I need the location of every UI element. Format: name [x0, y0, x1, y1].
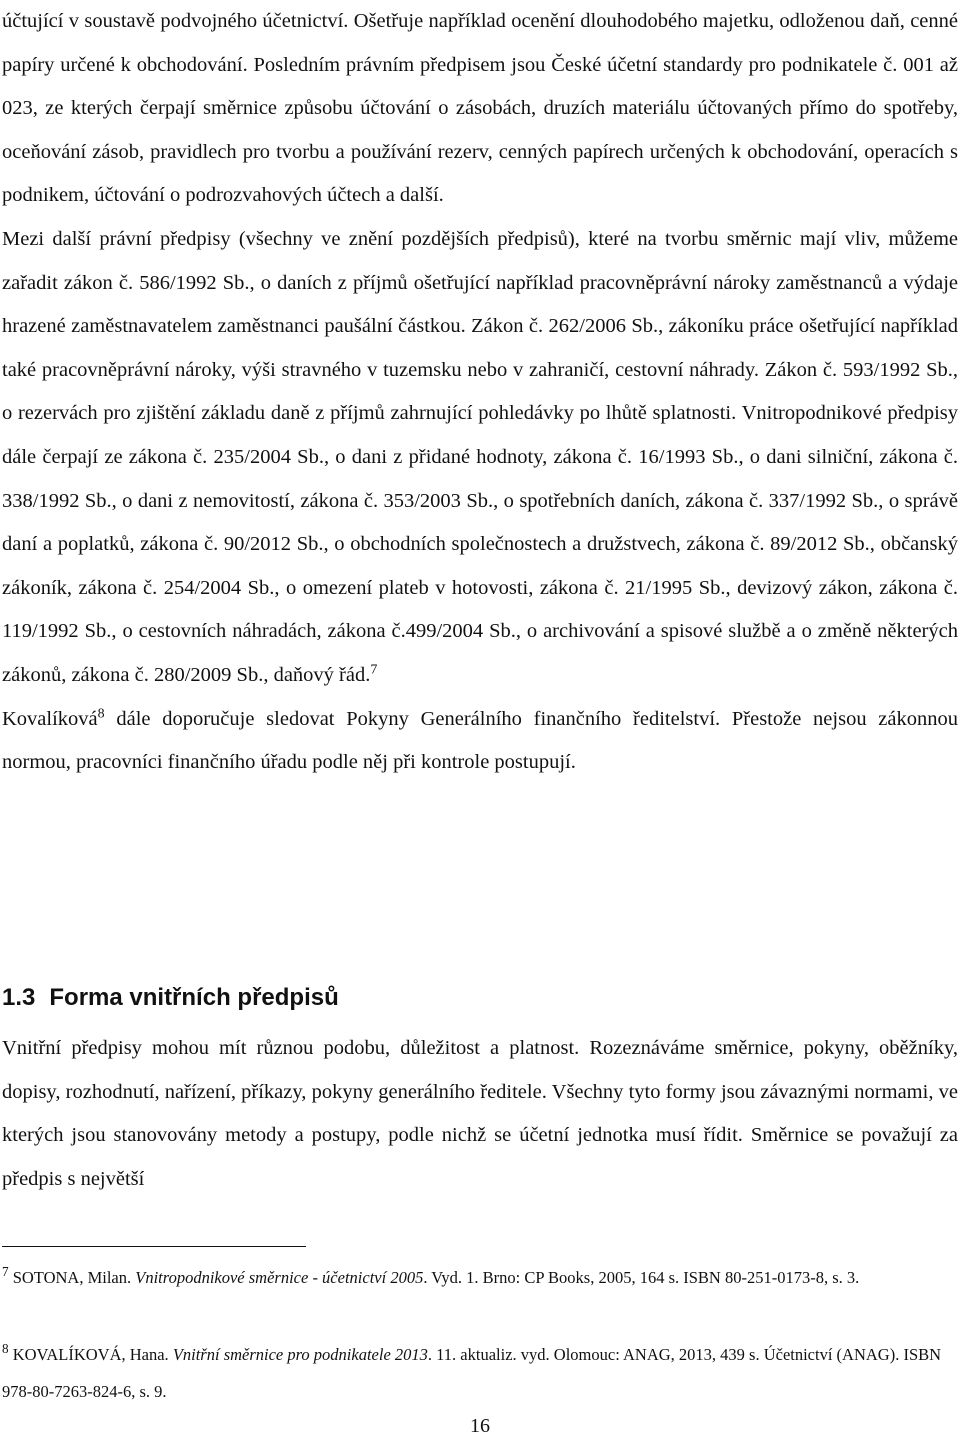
page-number: 16 — [470, 1415, 490, 1437]
author-name: Kovalíková — [2, 707, 98, 730]
body-text — [2, 0, 958, 785]
footnote-lead: SOTONA, Milan. — [8, 1268, 136, 1287]
footnote-lead: KOVALÍKOVÁ, Hana. — [8, 1345, 173, 1364]
section-number: 1.3 — [2, 984, 36, 1011]
paragraph-legal-regulations-text: Mezi další právní předpisy (všechny ve znění pozdějších předpisů), které na tvorbu směrnic mají vliv, můžeme zařadit zákon č. 586/1992 Sb., o daních z příjmů ošetřující například pracovněprávní nároky zaměstnanců a výdaje hrazené zaměstnavatelem zaměstnanci paušální částkou. Zákon č. 262/2006 Sb., zákoníku práce ošetřující například také pracovněprávní nároky, výši stravného v tuzemsku nebo v zahraničí, cestovní náhrady. Zákon č. 593/1992 Sb., o rezervách pro zjištění základu daně z příjmů zahrnující pohledávky po lhůtě splatnosti. Vnitropodnikové předpisy dále čerpají ze zákona č. 235/2004 Sb., o dani z přidané hodnoty, zákona č. 16/1993 Sb., o dani silniční, zákona č. 338/1992 Sb., o dani z nemovitostí, zákona č. 353/2003 Sb., o spotřebních daních, zákona č. 337/1992 Sb., o správě daní a poplatků, zákona č. 90/2012 Sb., o obchodních společnostech a družstvech, zákona č. 89/2012 Sb., občanský zákoník, zákona č. 254/2004 Sb., o omezení plateb v hotovosti, zákona č. 21/1995 Sb., devizový zákon, zákona č. 119/1992 Sb., o cestovních náhradách, zákona č.499/2004 Sb., o archivování a spisové službě a o změně některých zákonů, zákona č. 280/2009 Sb., daňový řád. — [2, 227, 958, 686]
footnote-ref-7[interactable]: 7 — [370, 662, 378, 678]
section-heading — [2, 978, 339, 1018]
footnote-8 — [2, 1336, 958, 1410]
footnote-7 — [2, 1259, 958, 1296]
footnote-tail: . 11. aktualiz. vyd. Olomouc: ANAG, 2013, 439 s. Účetnictví (ANAG). ISBN 978-80-7263-824-6, s. 9. — [2, 1345, 942, 1401]
footnote-ref-8[interactable]: 8 — [97, 705, 105, 721]
paragraph-legal-regulations — [2, 218, 958, 698]
footnote-number: 8 — [2, 1340, 9, 1356]
footnote-tail: . Vyd. 1. Brno: CP Books, 2005, 164 s. ISBN 80-251-0173-8, s. 3. — [423, 1268, 860, 1287]
footnote-title: Vnitropodnikové směrnice - účetnictví 2005 — [135, 1268, 424, 1287]
footnote-separator — [2, 1246, 306, 1247]
paragraph-kovalikova — [2, 698, 958, 785]
section-title: Forma vnitřních předpisů — [49, 984, 339, 1011]
footnote-number: 7 — [2, 1263, 9, 1279]
footnote-title: Vnitřní směrnice pro podnikatele 2013 — [172, 1345, 428, 1364]
section-paragraph: Vnitřní předpisy mohou mít různou podobu, důležitost a platnost. Rozeznáváme směrnice, pokyny, oběžníky, dopisy, rozhodnutí, nařízení, příkazy, pokyny generálního ředitele. Všechny tyto formy jsou závaznými normami, ve kterých jsou stanovovány metody a postupy, podle nichž se účetní jednotka musí řídit. Směrnice se považují za předpis s největší — [2, 1037, 958, 1190]
paragraph-kovalikova-text: dále doporučuje sledovat Pokyny Generálního finančního ředitelství. Přestože nejsou zákonnou normou, pracovníci finančního úřadu podle něj při kontrole postupují. — [2, 707, 958, 774]
paragraph-accounting-standards: účtující v soustavě podvojného účetnictví. Ošetřuje například ocenění dlouhodobého majetku, odloženou daň, cenné papíry určené k obchodování. Posledním právním předpisem jsou České účetní standardy pro podnikatele č. 001 až 023, ze kterých čerpají směrnice způsobu účtování o zásobách, druzích materiálu účtovaných přímo do spotřeby, oceňování zásob, pravidlech pro tvorbu a používání rezerv, cenných papírech určených k obchodování, operacích s podnikem, účtování o podrozvahových účtech a další. — [2, 10, 958, 207]
